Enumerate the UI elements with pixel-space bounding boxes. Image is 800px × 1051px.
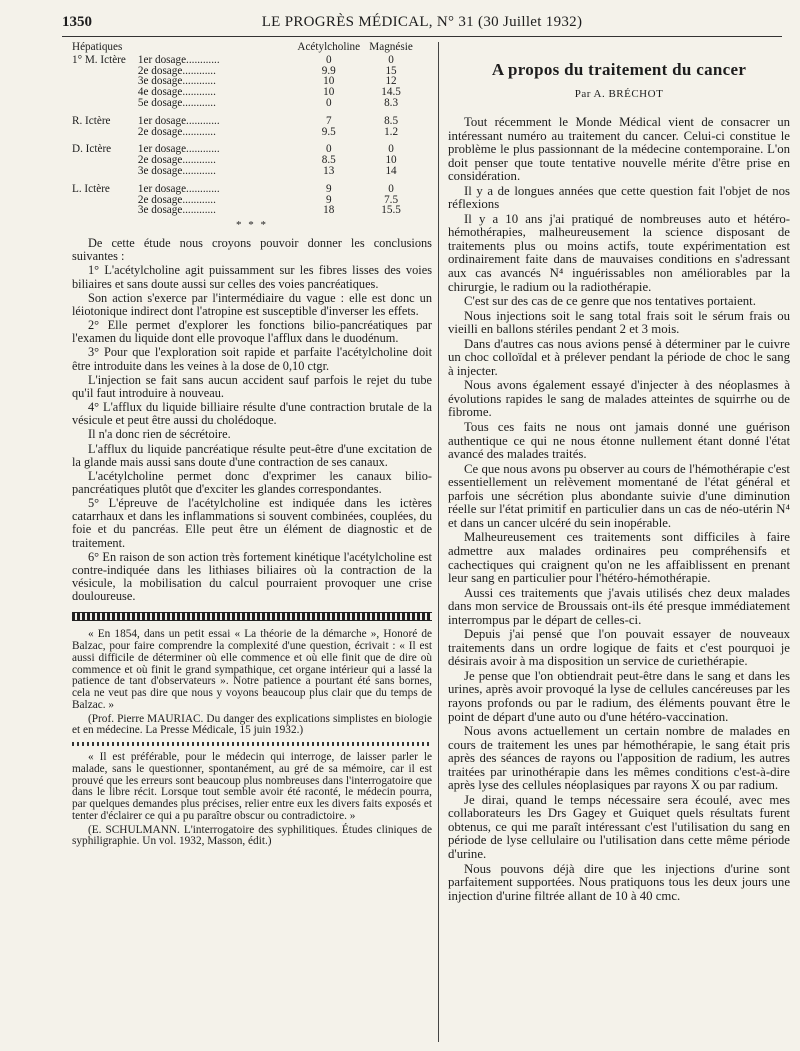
table-header-row	[72, 42, 422, 55]
conclusion-paragraph: 2° Elle permet d'explorer les fonctions bilio-pancréatiques par l'examen du liquide dont elle provoque l'afflux dans le duodénum.	[72, 318, 432, 346]
article-body	[448, 116, 790, 903]
cell-acetylcholine: 10	[323, 75, 335, 88]
cell-patient	[72, 195, 138, 206]
cell-magnesie: 1.2	[384, 125, 399, 138]
cell-patient	[72, 76, 138, 87]
cell-acetylcholine: 13	[323, 164, 335, 177]
cell-patient: L. Ictère	[72, 182, 110, 195]
cell-acetylcholine: 9.5	[321, 125, 336, 138]
journal-title: LE PROGRÈS MÉDICAL, N° 31 (30 Juillet 1932)	[261, 14, 583, 30]
conclusion-paragraph: Son action s'exerce par l'intermédiaire du vague : elle est donc un léiotonique indirect dont l'atropine est susceptible d'inverser les effets.	[72, 290, 432, 318]
cell-magnesie: 0	[388, 143, 394, 156]
cell-acetylcholine: 0	[325, 96, 332, 109]
table-row	[72, 195, 422, 206]
table-row	[72, 66, 422, 77]
cell-acetylcholine: 9	[325, 182, 332, 195]
left-column	[72, 42, 432, 848]
cell-magnesie: 14.5	[381, 86, 401, 99]
quote-schulmann: « Il est préférable, pour le médecin qui interroge, de laisser parler le malade, sans le questionner, spontanément, au gré de sa mémoire, car il est prouvé que les erreurs sont beaucoup plus nombreuses dans l'interrogatoire que dans le libre récit. Lorsque tout semble avoir été raconté, le médecin pourra, par quelques demandes plus précises, relier entre eux les divers faits exposés et tenter d'éclairer ce qui a pu paraître obscur ou contradictoire. »	[72, 751, 432, 822]
cell-magnesie: 8.5	[384, 114, 399, 127]
running-header	[62, 14, 782, 37]
article-paragraph: Nous avons également essayé d'injecter à des néoplasmes à évolutions rapides le sang de malades atteintes de squirrhe ou de fibrome.	[448, 378, 790, 420]
cell-magnesie: 14	[385, 164, 397, 177]
table-row	[72, 177, 422, 195]
cell-dose: 2e dosage............	[137, 64, 216, 77]
article-paragraph: Tout récemment le Monde Médical vient de consacrer un intéressant numéro au traitement du cancer. Celui-ci constitue le problème le plus passionnant de la médecine contemporaine. L'on doit penser que toute tentative nouvelle mérite d'être prise en considération.	[448, 115, 790, 184]
cell-dose: 3e dosage............	[137, 164, 216, 177]
cell-patient: D. Ictère	[72, 143, 112, 156]
table-row	[72, 137, 422, 155]
article-paragraph: Je dirai, quand le temps nécessaire sera écoulé, avec mes collaborateurs les Drs Gagey et Guiquet quels résultats furent obtenus, ce qui me paraît intéressant c'est l'utilisation du sang en période de lyse cellulaire ou l'utilisation dans cette même période d'urine.	[448, 792, 790, 861]
header-magnesie: Magnésie	[369, 41, 413, 53]
cell-dose: 5e dosage............	[137, 96, 216, 109]
cell-patient	[72, 87, 138, 98]
cell-magnesie: 10	[385, 154, 397, 167]
article-paragraph: Nous pouvons déjà dire que les injections d'urine sont parfaitement supportées. Nous pratiquons tous les deux jours une injection d'urine filtrée allant de 10 à 40 cmc.	[448, 861, 790, 903]
cell-acetylcholine: 10	[323, 86, 335, 99]
quote-balzac-citation: (Prof. Pierre MAURIAC. Du danger des explications simplistes en biologie et en médecine. La Presse Médicale, 15 juin 1932.)	[72, 712, 432, 737]
table-row	[72, 55, 422, 66]
cell-patient: 1° M. Ictère	[72, 53, 126, 66]
dotted-divider	[72, 742, 432, 746]
cell-dose: 2e dosage............	[137, 193, 216, 206]
cell-acetylcholine: 0	[325, 53, 332, 66]
conclusion-paragraph: 6° En raison de son action très fortement kinétique l'acétylcholine est contre-indiquée dans les lithiases biliaires où la contraction de la vésicule, la mobilisation du calcul pourraient provoquer une crise douloureuse.	[72, 549, 432, 604]
cell-acetylcholine: 8.5	[321, 154, 336, 167]
article-paragraph: Nous avons actuellement un certain nombre de malades en cours de traitement les unes par hémothérapie, le sang était pris après des séances de rayons ou l'apposition de radium, les autres traitées par urinothérapie dans les mêmes conditions c'est-à-dire après lyse des cellules néoplasiques par rayons X ou par radium.	[448, 724, 790, 793]
cell-acetylcholine: 7	[325, 114, 332, 127]
cell-acetylcholine: 9	[325, 193, 332, 206]
header-acetylcholine: Acétylcholine	[297, 41, 361, 53]
article-paragraph: Aussi ces traitements que j'avais utilisés chez deux malades dans mon service de Broussais ont-ils été presque immédiatement interrompus par le départ de celles-ci.	[448, 585, 790, 627]
table-row	[72, 87, 422, 98]
cell-patient	[72, 127, 138, 138]
table-body	[72, 55, 422, 216]
article-paragraph: Je pense que l'on obtiendrait peut-être dans le sang et dans les urines, après avoir provoqué la lyse de cellules cancéreuses par les rayons profonds ou par le radium, des éléments pouvant être le point de départ d'une auto ou d'une hétéro-vaccination.	[448, 668, 790, 724]
cell-patient	[72, 166, 138, 177]
cell-magnesie: 15.5	[381, 204, 401, 217]
cell-dose: 1er dosage............	[137, 53, 220, 66]
conclusion-paragraph: 5° L'épreuve de l'acétylcholine est indiquée dans les ictères catarrhaux et dans les inflammations si souvent combinées, couplées, du foie et du pancréas. Elle peut être un élément de diagnostic et de traitement.	[72, 496, 432, 550]
quote-schulmann-citation: (E. SCHULMANN. L'interrogatoire des syphilitiques. Études cliniques de syphiligraphie. Un vol. 1932, Masson, édit.)	[72, 823, 432, 848]
article-title: A propos du traitement du cancer	[491, 60, 747, 79]
table-row	[72, 109, 422, 127]
table-row	[72, 205, 422, 216]
cell-magnesie: 12	[385, 75, 397, 88]
table-row	[72, 76, 422, 87]
article-paragraph: C'est sur des cas de ce genre que nos tentatives portaient.	[464, 294, 756, 309]
cell-patient: R. Ictère	[72, 114, 111, 127]
article-paragraph: Tous ces faits ne nous ont jamais donné une guérison authentique ce qui ne nous étonne nullement étant donné l'état avancé des malades traités.	[448, 420, 790, 462]
header-hepatiques: Hépatiques	[72, 41, 123, 53]
cell-magnesie: 0	[388, 53, 394, 66]
cell-patient	[72, 205, 138, 216]
article-paragraph: Depuis j'ai pensé que l'on pouvait essayer de nouveaux traitements dans un ordre logique de faits et c'est pourquoi je désirais avoir à ma disposition un service de curiethérapie.	[448, 627, 790, 669]
article-byline: Par A. BRÉCHOT	[574, 88, 664, 100]
cell-dose: 3e dosage............	[137, 75, 216, 88]
cell-magnesie: 15	[385, 64, 397, 77]
conclusion-paragraph: L'injection se fait sans aucun accident sauf parfois le rejet du tube qu'il faut introduire à nouveau.	[72, 372, 432, 400]
conclusions	[72, 237, 432, 603]
article-paragraph: Malheureusement ces traitements sont difficiles à faire admettre aux malades ordinaires peu compréhensifs et cachectiques qui craignent qu'on ne les affaiblissent en prenant leur sang en particulier pour l'hétéro-hémothérapie.	[448, 530, 790, 586]
table-row	[72, 166, 422, 177]
cell-patient	[72, 155, 138, 166]
conclusion-paragraph: L'afflux du liquide pancréatique résulte peut-être d'une excitation de la glande mais aussi sans doute d'une contraction de ses canaux.	[72, 441, 432, 469]
table-row	[72, 127, 422, 138]
quote-balzac: « En 1854, dans un petit essai « La théorie de la démarche », Honoré de Balzac, pour faire comprendre la complexité d'une question, écrivait : « Il est aussi difficile de déterminer où elle commence et où elle finit que de dire où commence et où finit le grand sympathique, cet organe intérieur qui a lassé la patience de tant d'observateurs ». Notre patience a pourtant été sans bornes, cela ne veut pas dire que nous y voyons beaucoup plus clair que du temps de Balzac. »	[72, 628, 432, 711]
cell-dose: 1er dosage............	[137, 114, 220, 127]
page-number: 1350	[62, 14, 92, 30]
article-paragraph: Nous injections soit le sang total frais soit le sérum frais ou vieilli en ballons stériles pendant 2 et 3 mois.	[448, 308, 790, 337]
conclusion-paragraph: 3° Pour que l'exploration soit rapide et parfaite l'acétylcholine doit être introduite dans les veines à la dose de 0,10 ctgr.	[72, 345, 432, 373]
cell-dose: 2e dosage............	[137, 125, 216, 138]
dosage-table	[72, 42, 422, 216]
conclusion-paragraph: De cette étude nous croyons pouvoir donner les conclusions suivantes :	[72, 236, 432, 264]
right-column	[448, 42, 790, 904]
cell-dose: 2e dosage............	[137, 154, 216, 167]
cell-patient	[72, 66, 138, 77]
article-paragraph: Dans d'autres cas nous avions pensé à déterminer par le cuivre un choc colloïdal et à prélever pendant la période de choc le sang à injecter.	[448, 336, 790, 378]
cell-dose: 1er dosage............	[137, 182, 220, 195]
conclusion-paragraph: 4° L'afflux du liquide billiaire résulte d'une contraction brutale de la vésicule et peut être aussi du cholédoque.	[72, 400, 432, 428]
table-row	[72, 98, 422, 109]
cell-dose: 1er dosage............	[137, 143, 220, 156]
column-divider	[438, 42, 439, 1042]
section-stars: * * *	[236, 219, 268, 232]
ornamental-divider	[72, 612, 432, 621]
cell-patient	[72, 98, 138, 109]
table-row	[72, 155, 422, 166]
article-paragraph: Ce que nous avons pu observer au cours de l'hémothérapie c'est essentiellement un relèvement momentané de l'état général et parfois une sécrétion plus abondante suivie d'une diminution réelle sur l'état primitif en particulier dans un cas de néo-utérin N⁴ et dans un cancer ulcéré du sein inopérable.	[448, 461, 790, 530]
cell-magnesie: 0	[388, 182, 394, 195]
article-paragraph: Il y a de longues années que cette question fait l'objet de nos réflexions	[448, 183, 790, 212]
cell-dose: 4e dosage............	[137, 86, 216, 99]
conclusion-paragraph: L'acétylcholine permet donc d'exprimer les canaux bilio-pancréatiques plutôt que d'exciter les glandes correspondantes.	[72, 468, 432, 496]
conclusion-paragraph: Il n'a donc rien de sécrétoire.	[88, 427, 231, 442]
cell-magnesie: 8.3	[384, 96, 399, 109]
cell-acetylcholine: 18	[323, 204, 335, 217]
cell-acetylcholine: 9.9	[321, 64, 336, 77]
conclusion-paragraph: 1° L'acétylcholine agit puissamment sur les fibres lisses des voies biliaires et sans doute aussi sur celles des voies pancréatiques.	[72, 263, 432, 291]
header-blank	[138, 42, 297, 55]
cell-acetylcholine: 0	[325, 143, 332, 156]
cell-magnesie: 7.5	[384, 193, 399, 206]
article-paragraph: Il y a 10 ans j'ai pratiqué de nombreuses auto et hétéro-hémothérapies, malheureusement la science disposant de traitements plus ou moins actifs, toute expérimentation est ordinairement faite dans de mauvaises conditions en s'adressant aux cas avancés N⁴ inguérissables non améliorables par la chirurgie, le radium ou la radiothérapie.	[448, 211, 790, 294]
cell-dose: 3e dosage............	[137, 204, 216, 217]
